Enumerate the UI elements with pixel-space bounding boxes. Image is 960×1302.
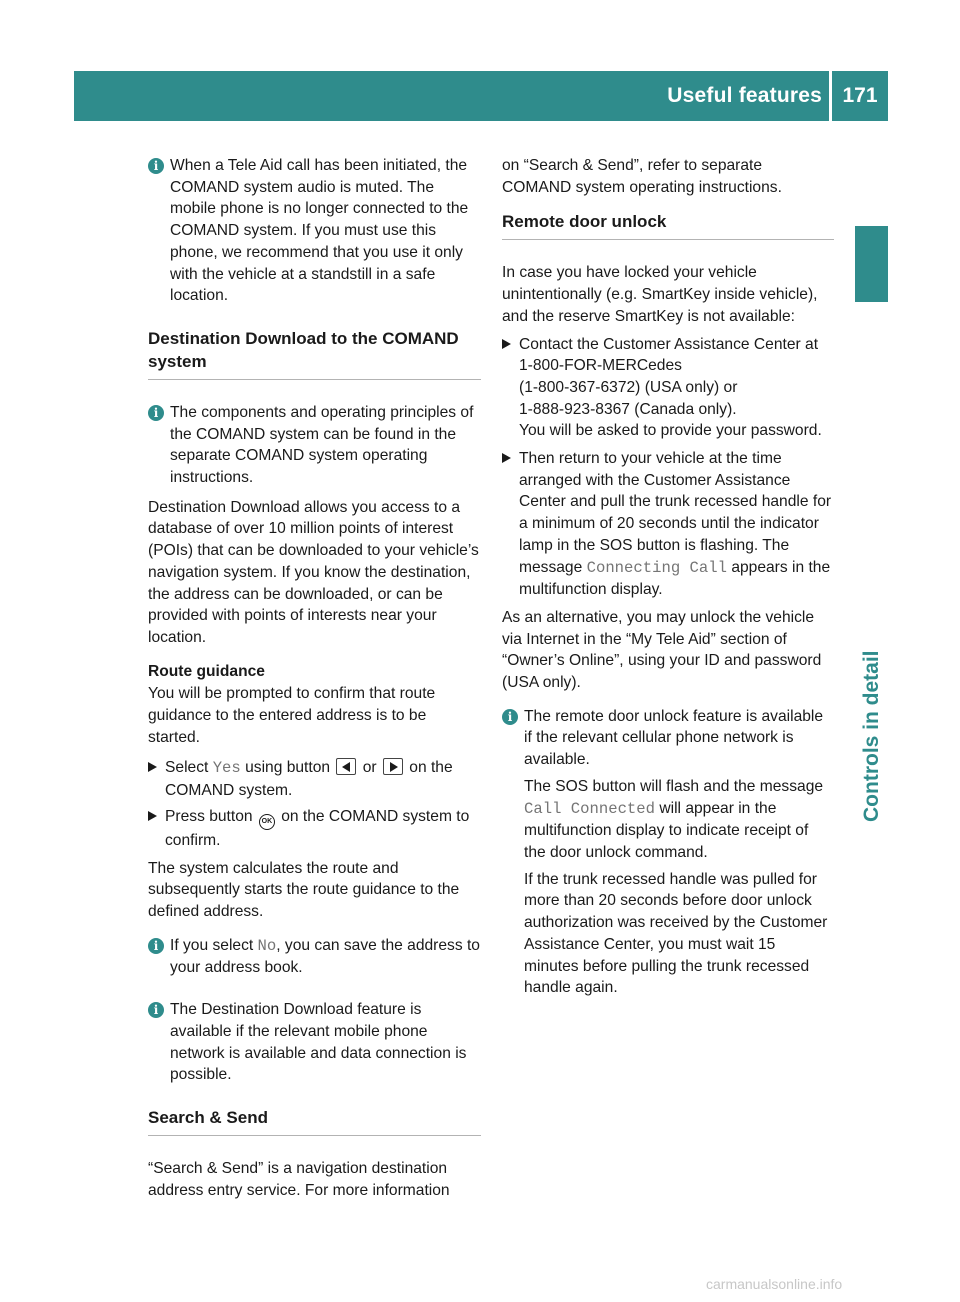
paragraph: As an alternative, you may unlock the vehicle via Internet in the “My Tele Aid” section of “Owner’s Online”, using your ID and password (USA only). — [502, 608, 822, 692]
paragraph: The system calculates the route and subsequently starts the route guidance to the defined address. — [148, 859, 460, 920]
note-text: If the trunk recessed handle was pulled for more than 20 seconds before door unlock authorization was received by the Customer Assistance Center, you must wait 15 minutes before pulling the trunk recessed handle again. — [524, 870, 828, 997]
info-note — [502, 706, 834, 999]
instruction-step: Contact the Customer Assistance Center at 1-800-FOR-MERCedes (1-800-367-6372) (USA only) or 1-888-923-8367 (Canada only). You will be asked to provide your password. — [502, 334, 834, 443]
step-arrow-icon — [502, 453, 511, 463]
info-icon: i — [148, 158, 164, 174]
info-note — [148, 935, 481, 979]
info-icon: i — [148, 405, 164, 421]
page-header — [74, 71, 888, 121]
section-heading: Search & Send — [148, 1106, 481, 1136]
section-title: Useful features — [667, 84, 822, 107]
info-icon: i — [148, 1002, 164, 1018]
display-code: Call Connected — [524, 799, 656, 818]
note-text: The SOS button will flash and the message Call Connected will appear in the multifunction display to indicate receipt of the door unlock command. — [524, 777, 824, 861]
note-text: The Destination Download feature is available if the relevant mobile phone network is available and data connection is possible. — [170, 1001, 467, 1084]
paragraph: You will be prompted to confirm that route guidance to the entered address is to be started. — [148, 685, 436, 746]
note-text: When a Tele Aid call has been initiated, the COMAND system audio is muted. The mobile phone is no longer connected to the COMAND system. If you must use this phone, we recommend that you use it only with the vehicle at a standstill in a safe location. — [170, 157, 469, 305]
left-column — [148, 155, 481, 1210]
section-heading: Destination Download to the COMAND system — [148, 327, 481, 380]
info-icon: i — [148, 938, 164, 954]
paragraph: In case you have locked your vehicle unintentionally (e.g. SmartKey inside vehicle), and the reserve SmartKey is not available: — [502, 264, 818, 325]
display-code: Yes — [212, 759, 241, 778]
section-heading: Remote door unlock — [502, 210, 834, 240]
ok-button-icon: OK — [259, 814, 275, 830]
step-arrow-icon — [148, 811, 157, 821]
instruction-step: Press button OK on the COMAND system to confirm. — [148, 806, 481, 852]
instruction-step: Select Yes using button or on the COMAND system. — [148, 757, 481, 801]
instruction-step: Then return to your vehicle at the time arranged with the Customer Assistance Center and pull the trunk recessed handle for a minimum of 20 seconds until the indicator lamp in the SOS button is flashing. The message Connecting Call appears in the multifunction display. — [502, 448, 834, 601]
side-tab-marker — [855, 226, 888, 302]
info-note — [148, 402, 481, 489]
paragraph: Destination Download allows you access to a database of over 10 million points of interest (POIs) that can be downloaded to your vehicle’s navigation system. If you know the destination, the address can be downloaded, or can be provided with points of interests near your location. — [148, 498, 479, 646]
info-note — [148, 999, 481, 1086]
note-text: If you select No, you can save the address to your address book. — [170, 936, 480, 977]
step-arrow-icon — [148, 762, 157, 772]
right-arrow-button-icon — [383, 758, 403, 775]
right-column — [502, 155, 834, 1019]
step-arrow-icon — [502, 339, 511, 349]
watermark: carmanualsonline.info — [706, 1276, 843, 1292]
left-arrow-button-icon — [336, 758, 356, 775]
note-text: The components and operating principles of the COMAND system can be found in the separate COMAND system operating instructions. — [170, 403, 474, 487]
info-icon: i — [502, 709, 518, 725]
page-number: 171 — [842, 84, 878, 107]
chapter-label: Controls in detail — [860, 650, 883, 822]
note-text: The remote door unlock feature is available if the relevant cellular phone network is available. — [524, 707, 824, 769]
info-note — [148, 155, 481, 307]
display-code: Connecting Call — [586, 558, 727, 577]
subheading: Route guidance — [148, 662, 265, 680]
display-code: No — [257, 936, 277, 955]
paragraph: on “Search & Send”, refer to separate COMAND system operating instructions. — [502, 157, 782, 196]
paragraph: “Search & Send” is a navigation destination address entry service. For more information — [148, 1159, 450, 1199]
